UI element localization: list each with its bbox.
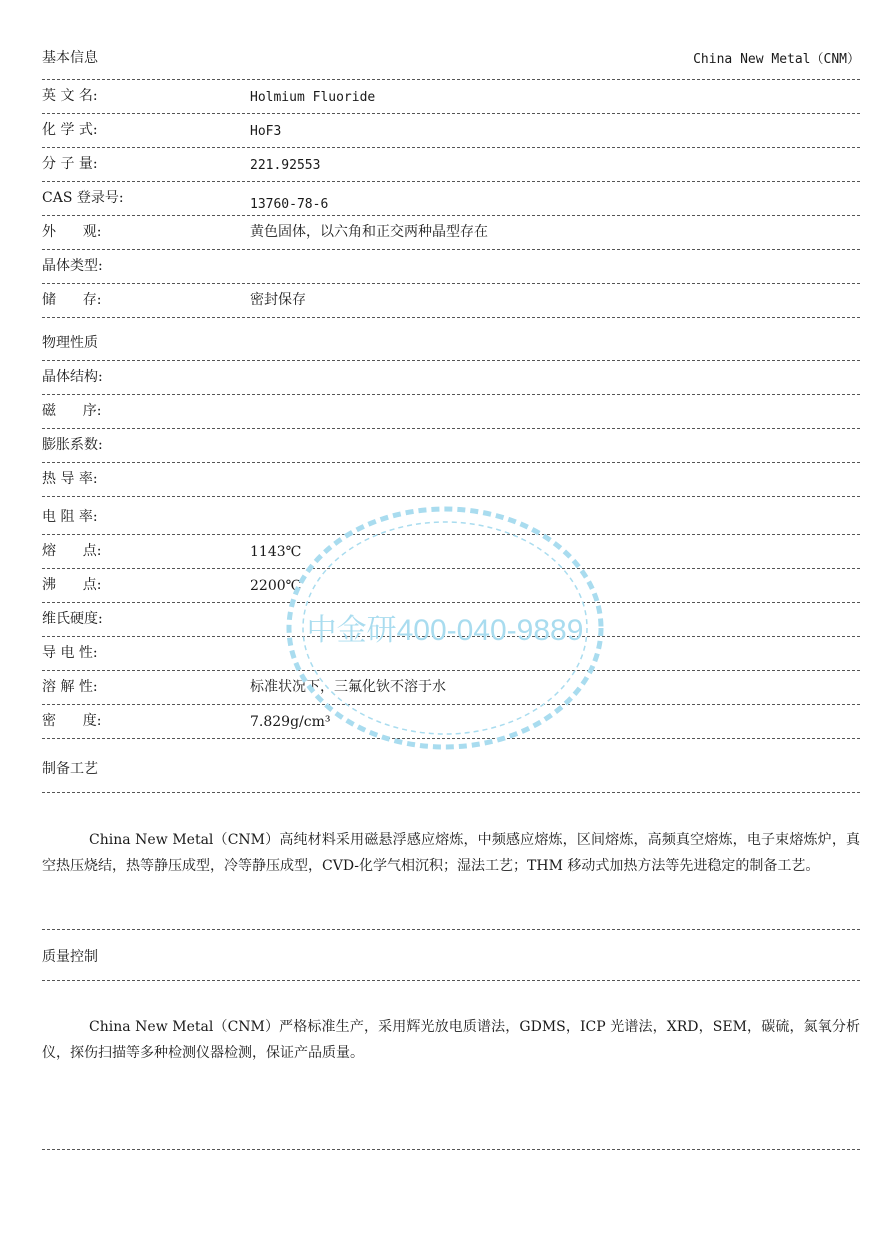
spec-sheet [42, 0, 860, 1150]
physical-label: 沸 点: [42, 577, 102, 593]
physical-label: 电 阻 率: [42, 509, 98, 525]
physical-row [42, 705, 860, 739]
physical-properties-heading-row [42, 318, 860, 361]
physical-row [42, 497, 860, 535]
watermark-text: 中金研400-040-9889 [306, 614, 584, 647]
physical-row [42, 429, 860, 463]
physical-row [42, 361, 860, 395]
physical-label: 热 导 率: [42, 471, 98, 487]
basic-row [42, 114, 860, 148]
physical-label: 溶 解 性: [42, 679, 98, 695]
physical-value: 2200℃ [250, 578, 302, 594]
basic-info-title: 基本信息 [42, 50, 98, 66]
basic-label: 外 观: [42, 224, 102, 240]
basic-value: 221.92553 [250, 158, 321, 173]
quality-heading-row [42, 930, 860, 981]
physical-value: 7.829g/cm³ [250, 714, 331, 730]
basic-label: 分 子 量: [42, 156, 98, 172]
physical-properties-title: 物理性质 [42, 335, 98, 351]
company-name: China New Metal（CNM） [693, 52, 860, 67]
basic-row [42, 216, 860, 250]
basic-row [42, 250, 860, 284]
quality-paragraph: China New Metal（CNM）严格标准生产，采用辉光放电质谱法，GDMS，ICP 光谱法，XRD，SEM，碳硫，氮氧分析仪，探伤扫描等多种检测仪器检测，保证产品质量。 [42, 981, 860, 1150]
preparation-title: 制备工艺 [42, 761, 98, 777]
basic-row [42, 148, 860, 182]
physical-label: 密 度: [42, 713, 102, 729]
preparation-paragraph: China New Metal（CNM）高纯材料采用磁悬浮感应熔炼，中频感应熔炼，区间熔炼，高频真空熔炼，电子束熔炼炉，真空热压烧结，热等静压成型，冷等静压成型，CVD-化学气相沉积；湿法工艺；THM 移动式加热方法等先进稳定的制备工艺。 [42, 793, 860, 930]
physical-row [42, 395, 860, 429]
basic-label: 英 文 名: [42, 88, 98, 104]
basic-info-table [42, 80, 860, 318]
physical-properties-table [42, 361, 860, 739]
basic-value: HoF3 [250, 124, 282, 139]
basic-row [42, 284, 860, 318]
basic-label: CAS 登录号: [42, 190, 124, 206]
preparation-heading-row [42, 739, 860, 793]
physical-label: 膨胀系数: [42, 437, 103, 453]
physical-value: 1143℃ [250, 544, 302, 560]
physical-row [42, 535, 860, 569]
physical-label: 导 电 性: [42, 645, 98, 661]
physical-row [42, 603, 860, 637]
quality-title: 质量控制 [42, 949, 98, 965]
basic-label: 晶体类型: [42, 258, 103, 274]
physical-row [42, 463, 860, 497]
basic-value: 密封保存 [250, 292, 306, 308]
physical-value: 标准状况下，三氟化钬不溶于水 [250, 679, 446, 695]
basic-label: 储 存: [42, 292, 102, 308]
physical-label: 维氏硬度: [42, 611, 103, 627]
basic-label: 化 学 式: [42, 122, 98, 138]
basic-row [42, 182, 860, 216]
physical-label: 磁 序: [42, 403, 102, 419]
physical-row [42, 637, 860, 671]
basic-value: Holmium Fluoride [250, 90, 376, 105]
physical-label: 熔 点: [42, 543, 102, 559]
header-row [42, 0, 860, 80]
basic-value: 13760-78-6 [250, 197, 329, 212]
physical-row [42, 671, 860, 705]
physical-label: 晶体结构: [42, 369, 103, 385]
basic-value: 黄色固体，以六角和正交两种晶型存在 [250, 224, 488, 240]
basic-row [42, 80, 860, 114]
physical-row [42, 569, 860, 603]
